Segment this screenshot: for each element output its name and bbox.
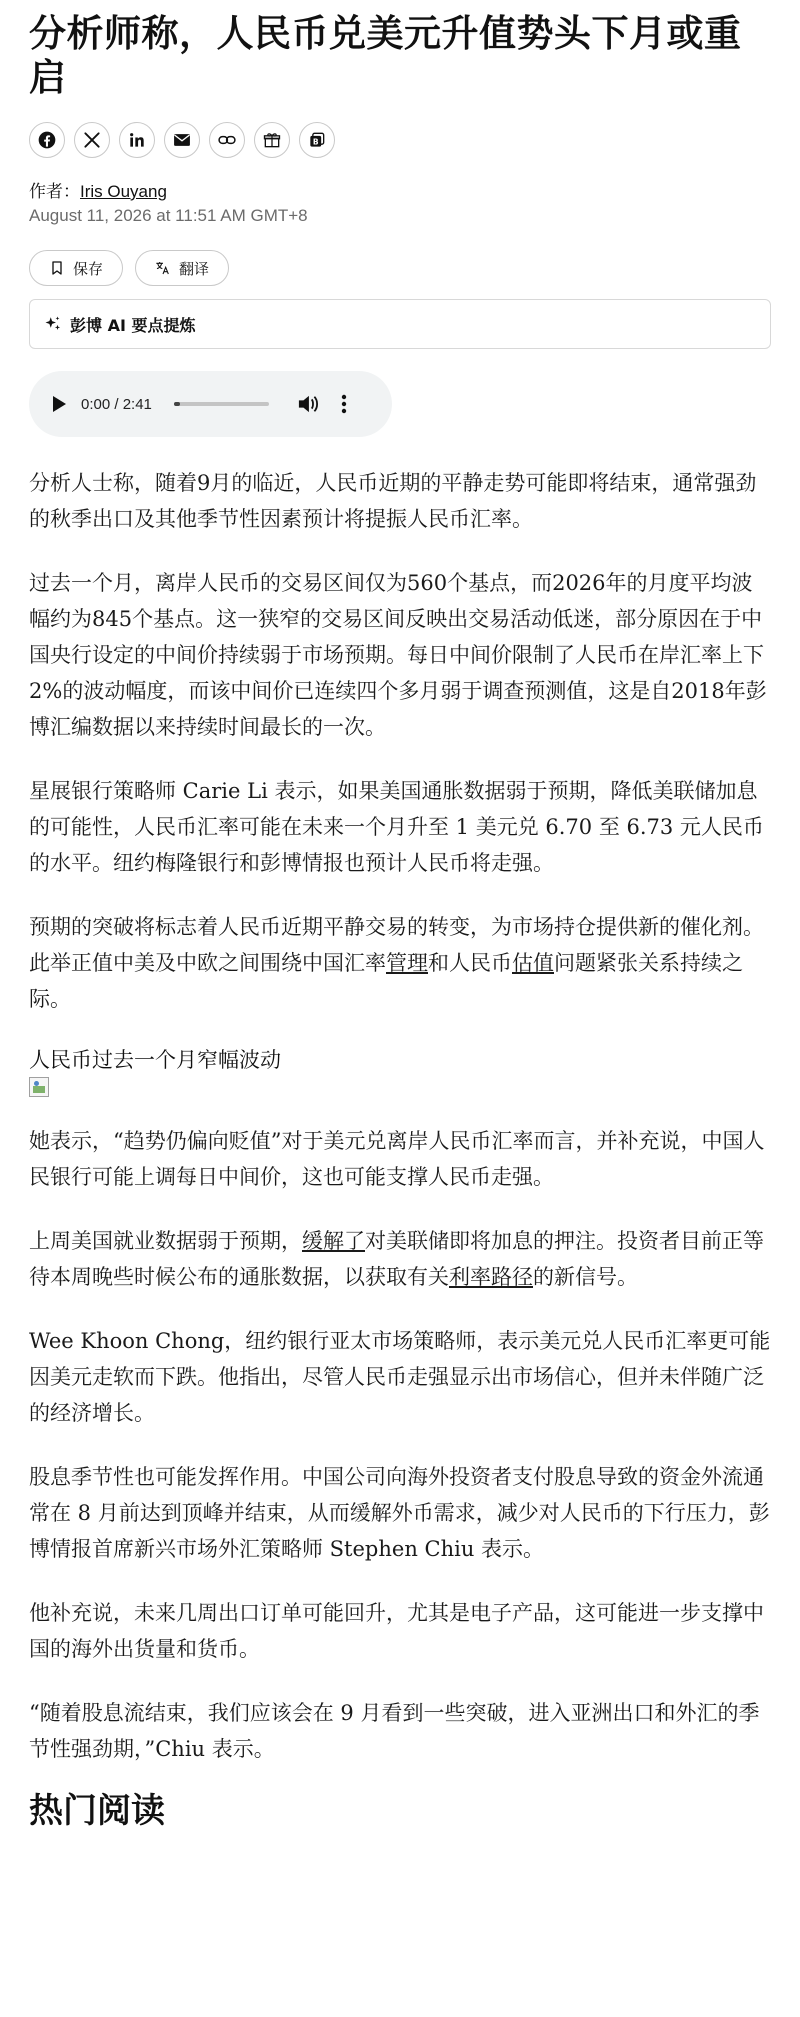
eased-bets-link[interactable]: 缓解了 — [302, 1229, 365, 1253]
volume-icon[interactable] — [297, 394, 319, 414]
paragraph-7: Wee Khoon Chong，纽约银行亚太市场策略师，表示美元兑人民币汇率更可能因美元走软而下跌。他指出，尽管人民币走强显示出市场信心，但并未伴随广泛的经济增长。 — [29, 1329, 771, 1425]
chart-caption: 人民币过去一个月窄幅波动 — [29, 1048, 281, 1072]
headline: 分析师称，人民币兑美元升值势头下月或重启 — [29, 12, 742, 99]
save-label: 保存 — [73, 259, 104, 278]
bloomberg-terminal-button[interactable] — [299, 122, 335, 158]
rate-path-link[interactable]: 利率路径 — [449, 1265, 533, 1289]
paragraph-3: 星展银行策略师 Carie Li 表示，如果美国通胀数据弱于预期，降低美联储加息的可能性，人民币汇率可能在未来一个月升至 1 美元兑 6.70 至 6.73 元人民币的水平。纽约梅隆银行和彭博情报也预计人民币将走强。 — [29, 779, 764, 875]
bookmark-icon — [49, 260, 65, 276]
paragraph-6 — [29, 1223, 771, 1295]
x-icon — [82, 130, 102, 150]
gift-article-button[interactable] — [254, 122, 290, 158]
audio-player — [29, 371, 392, 437]
more-options-icon[interactable] — [341, 394, 347, 414]
paragraph-1: 分析人士称，随着9月的临近，人民币近期的平静走势可能即将结束，通常强劲的秋季出口及其他季节性因素预计将提振人民币汇率。 — [29, 471, 757, 531]
copy-link-button[interactable] — [209, 122, 245, 158]
management-link[interactable]: 管理 — [386, 951, 428, 975]
author-link[interactable]: Iris Ouyang — [80, 182, 167, 201]
byline — [29, 180, 771, 204]
paragraph-6-text-a: 上周美国就业数据弱于预期， — [29, 1229, 302, 1253]
audio-progress-fill — [174, 402, 180, 406]
paragraph-4 — [29, 909, 771, 1017]
paragraph-4-text-c: 问题紧张关系持续之际。 — [29, 951, 743, 1011]
x-share-button[interactable] — [74, 122, 110, 158]
article-actions — [29, 250, 771, 286]
paragraph-4-text-a: 预期的突破将标志着人民币近期平静交易的转变，为市场持仓提供新的催化剂。此举正值中美及中欧之间围绕中国汇率 — [29, 915, 764, 975]
paragraph-10: “随着股息流结束，我们应该会在 9 月看到一些突破，进入亚洲出口和外汇的季节性强劲期，”Chiu 表示。 — [29, 1701, 760, 1761]
ai-summary-expander[interactable] — [29, 299, 771, 349]
paragraph-8: 股息季节性也可能发挥作用。中国公司向海外投资者支付股息导致的资金外流通常在 8 月前达到顶峰并结束，从而缓解外币需求，减少对人民币的下行压力，彭博情报首席新兴市场外汇策略师 Stephen Chiu 表示。 — [29, 1465, 770, 1561]
paragraph-2: 过去一个月，离岸人民币的交易区间仅为560个基点，而2026年的月度平均波幅约为845个基点。这一狭窄的交易区间反映出交易活动低迷，部分原因在于中国央行设定的中间价持续弱于市场预期。每日中间价限制了人民币在岸汇率上下2%的波动幅度，而该中间价已连续四个多月弱于调查预测值，这是自2018年彭博汇编数据以来持续时间最长的一次。 — [29, 571, 767, 739]
paragraph-4-text-b: 和人民币 — [428, 951, 512, 975]
facebook-icon — [37, 130, 57, 150]
paragraph-6-text-c: 的新信号。 — [533, 1265, 638, 1289]
audio-time: 0:00 / 2:41 — [81, 395, 152, 413]
paragraph-5: 她表示，“趋势仍偏向贬值”对于美元兑离岸人民币汇率而言，并补充说，中国人民银行可能上调每日中间价，这也可能支撑人民币走强。 — [29, 1129, 765, 1189]
link-icon — [217, 130, 237, 150]
save-button[interactable] — [29, 250, 123, 286]
broken-image-icon — [29, 1077, 49, 1097]
publish-date: August 11, 2026 at 11:51 AM GMT+8 — [29, 206, 308, 225]
share-toolbar — [29, 122, 771, 158]
play-icon[interactable] — [51, 395, 67, 413]
article-body — [29, 465, 771, 1831]
email-icon — [172, 130, 192, 150]
linkedin-icon — [127, 130, 147, 150]
svg-text:B: B — [312, 137, 319, 147]
audio-seek-bar[interactable] — [174, 402, 269, 406]
sparkle-icon — [44, 315, 62, 333]
translate-label: 翻译 — [179, 259, 210, 278]
linkedin-share-button[interactable] — [119, 122, 155, 158]
trending-heading: 热门阅读 — [29, 1791, 165, 1831]
translate-button[interactable] — [135, 250, 229, 286]
email-share-button[interactable] — [164, 122, 200, 158]
gift-icon — [262, 130, 282, 150]
facebook-share-button[interactable] — [29, 122, 65, 158]
translate-icon — [155, 260, 171, 276]
paragraph-9: 他补充说，未来几周出口订单可能回升，尤其是电子产品，这可能进一步支撑中国的海外出货量和货币。 — [29, 1601, 764, 1661]
valuation-link[interactable]: 估值 — [512, 951, 554, 975]
author-label: 作者： — [29, 182, 80, 201]
paragraph-6-text-b: 对美联储即将加息的押注。投资者目前正等待本周晚些时候公布的通胀数据，以获取有关 — [29, 1229, 764, 1289]
ai-summary-label: 彭博 AI 要点提炼 — [70, 315, 196, 335]
bloomberg-icon — [307, 130, 327, 150]
